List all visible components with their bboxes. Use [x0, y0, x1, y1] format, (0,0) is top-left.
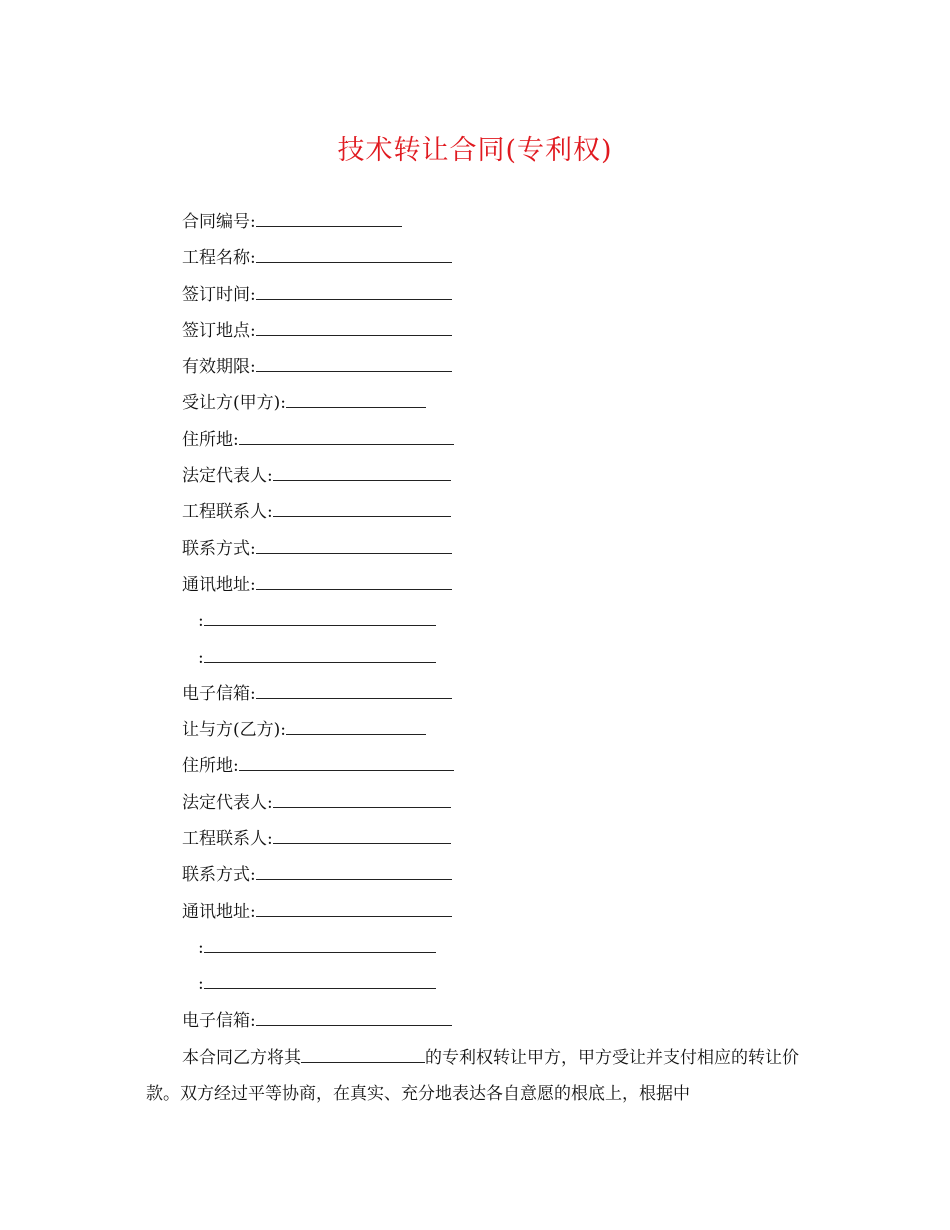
contract-fields — [182, 207, 782, 1042]
document-title: 技术转让合同(专利权) — [337, 135, 613, 166]
field-a-mailing-address — [182, 570, 782, 606]
field-party-b — [182, 715, 782, 751]
fill-in-blank[interactable] — [239, 425, 454, 445]
field-b-mailing-address — [182, 897, 782, 933]
field-contract-number — [182, 207, 782, 243]
fill-in-blank[interactable] — [204, 933, 436, 953]
field-label: 通讯地址: — [182, 574, 256, 595]
fill-in-blank[interactable] — [273, 497, 451, 517]
fill-in-blank[interactable] — [256, 570, 452, 590]
field-label: 法定代表人: — [182, 466, 273, 487]
field-b-legal-rep — [182, 788, 782, 824]
field-label: : — [198, 974, 204, 995]
field-a-contact-method — [182, 534, 782, 570]
fill-in-blank[interactable] — [256, 860, 452, 880]
field-a-extra-1 — [182, 606, 782, 642]
field-a-legal-rep — [182, 461, 782, 497]
field-label: 让与方(乙方): — [182, 720, 286, 741]
field-label: 通讯地址: — [182, 901, 256, 922]
field-label: 联系方式: — [182, 865, 256, 886]
fill-in-blank[interactable] — [286, 715, 426, 735]
fill-in-blank[interactable] — [204, 969, 436, 989]
fill-in-blank[interactable] — [256, 679, 452, 699]
field-b-address — [182, 751, 782, 787]
field-sign-place — [182, 316, 782, 352]
fill-in-blank[interactable] — [256, 1006, 452, 1026]
field-label: 住所地: — [182, 429, 239, 450]
fill-in-blank[interactable] — [286, 388, 426, 408]
fill-in-blank[interactable] — [256, 897, 452, 917]
field-b-extra-1 — [182, 933, 782, 969]
field-label: 工程联系人: — [182, 502, 273, 523]
field-label: 电子信箱: — [182, 1010, 256, 1031]
field-label: : — [198, 937, 204, 958]
fill-in-blank[interactable] — [239, 751, 454, 771]
preamble-paragraph — [146, 1040, 808, 1112]
field-a-contact-person — [182, 497, 782, 533]
patent-name-blank[interactable] — [301, 1043, 425, 1063]
field-sign-date — [182, 280, 782, 316]
fill-in-blank[interactable] — [256, 534, 452, 554]
field-label: 住所地: — [182, 756, 239, 777]
fill-in-blank[interactable] — [273, 788, 451, 808]
field-party-a — [182, 388, 782, 424]
field-a-address — [182, 425, 782, 461]
field-label: : — [198, 647, 204, 668]
preamble-text-start: 本合同乙方将其 — [182, 1048, 301, 1068]
fill-in-blank[interactable] — [273, 824, 451, 844]
fill-in-blank[interactable] — [256, 280, 452, 300]
field-b-email — [182, 1006, 782, 1042]
field-label: 签订地点: — [182, 320, 256, 341]
field-a-email — [182, 679, 782, 715]
fill-in-blank[interactable] — [256, 352, 452, 372]
field-b-contact-method — [182, 860, 782, 896]
field-b-extra-2 — [182, 969, 782, 1005]
field-label: 受让方(甲方): — [182, 393, 286, 414]
field-label: 联系方式: — [182, 538, 256, 559]
contract-preamble — [146, 1040, 808, 1112]
fill-in-blank[interactable] — [256, 243, 452, 263]
field-label: 工程名称: — [182, 248, 256, 269]
fill-in-blank[interactable] — [204, 643, 436, 663]
field-validity — [182, 352, 782, 388]
field-label: 签订时间: — [182, 284, 256, 305]
field-a-extra-2 — [182, 643, 782, 679]
preamble-text-rest: 的专利权转让甲方，甲方受让并支付相应的转让价款。双方经过平等协商，在真实、充分地表达各自意愿的根底上，根据中 — [146, 1048, 799, 1104]
field-label: 合同编号: — [182, 212, 256, 232]
field-label: 电子信箱: — [182, 683, 256, 704]
fill-in-blank[interactable] — [256, 207, 402, 227]
field-label: 法定代表人: — [182, 792, 273, 813]
field-label: 工程联系人: — [182, 829, 273, 850]
field-b-contact-person — [182, 824, 782, 860]
field-label: : — [198, 611, 204, 632]
fill-in-blank[interactable] — [204, 606, 436, 626]
field-label: 有效期限: — [182, 357, 256, 378]
fill-in-blank[interactable] — [256, 316, 452, 336]
fill-in-blank[interactable] — [273, 461, 451, 481]
field-project-name — [182, 243, 782, 279]
